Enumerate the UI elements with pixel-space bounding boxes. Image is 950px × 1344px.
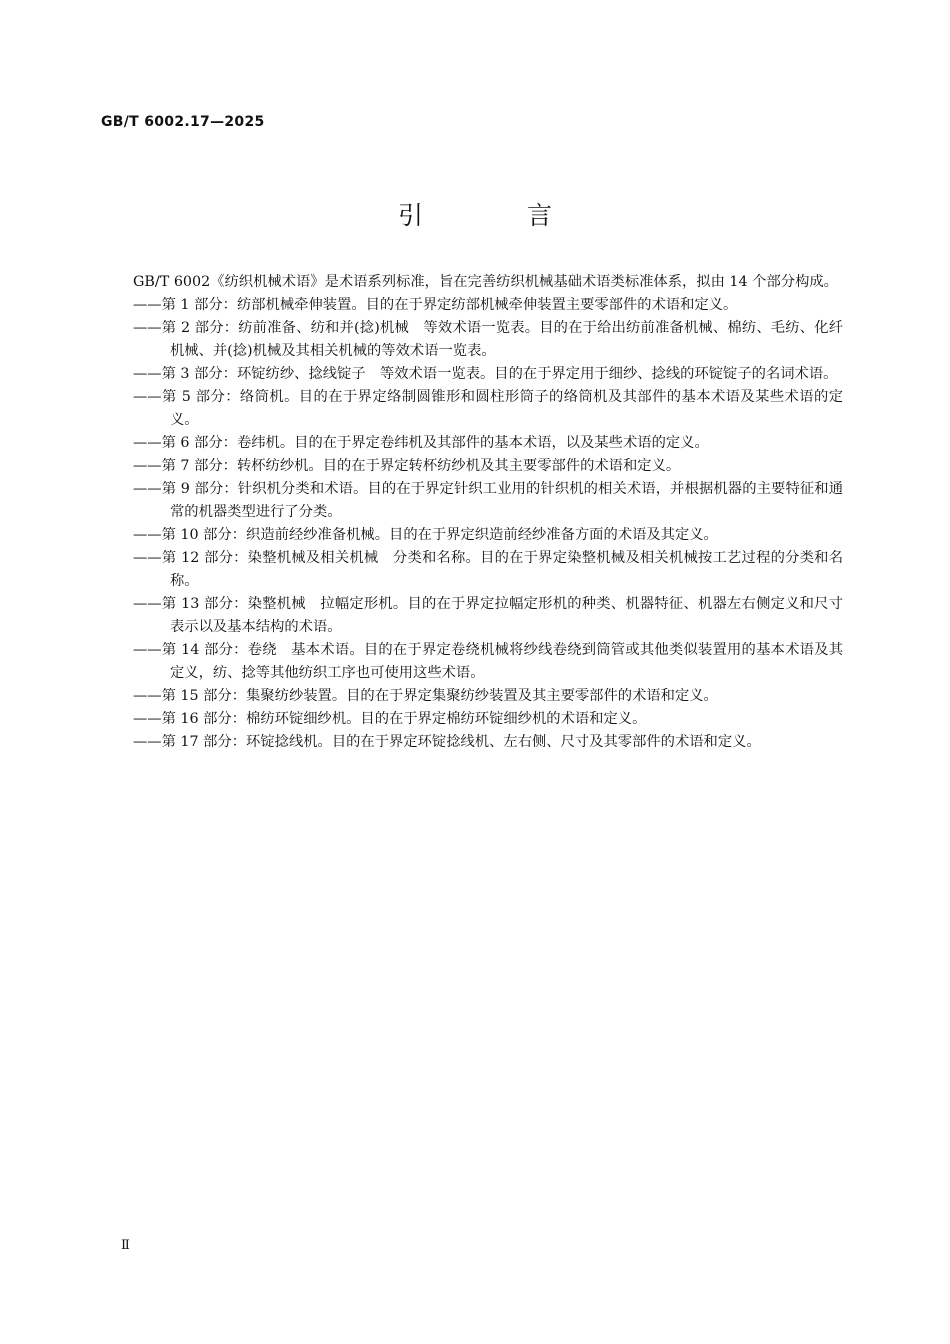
part-item: ——第 12 部分：染整机械及相关机械 分类和名称。目的在于界定染整机械及相关机械按工艺过程的分类和名称。 xyxy=(133,550,843,589)
part-item: ——第 5 部分：络筒机。目的在于界定络制圆锥形和圆柱形筒子的络筒机及其部件的基本术语及某些术语的定义。 xyxy=(133,389,843,428)
page-title: 引 言 xyxy=(398,201,600,230)
page-number: Ⅱ xyxy=(121,1238,130,1253)
foreword-body xyxy=(101,271,843,754)
intro-paragraph: GB/T 6002《纺织机械术语》是术语系列标准，旨在完善纺织机械基础术语类标准体系，拟由 14 个部分构成。 xyxy=(133,274,838,290)
part-item: ——第 9 部分：针织机分类和术语。目的在于界定针织工业用的针织机的相关术语，并根据机器的主要特征和通常的机器类型进行了分类。 xyxy=(133,481,843,520)
part-item: ——第 15 部分：集聚纺纱装置。目的在于界定集聚纺纱装置及其主要零部件的术语和定义。 xyxy=(133,688,718,704)
part-item: ——第 7 部分：转杯纺纱机。目的在于界定转杯纺纱机及其主要零部件的术语和定义。 xyxy=(133,458,681,474)
part-item: ——第 16 部分：棉纺环锭细纱机。目的在于界定棉纺环锭细纱机的术语和定义。 xyxy=(133,711,647,727)
part-item: ——第 6 部分：卷纬机。目的在于界定卷纬机及其部件的基本术语，以及某些术语的定义。 xyxy=(133,435,709,451)
standard-code: GB/T 6002.17—2025 xyxy=(101,114,265,130)
part-item: ——第 2 部分：纺前准备、纺和并(捻)机械 等效术语一览表。目的在于给出纺前准备机械、棉纺、毛纺、化纤机械、并(捻)机械及其相关机械的等效术语一览表。 xyxy=(133,320,843,359)
part-item: ——第 10 部分：织造前经纱准备机械。目的在于界定织造前经纱准备方面的术语及其定义。 xyxy=(133,527,718,543)
part-item: ——第 1 部分：纺部机械牵伸装置。目的在于界定纺部机械牵伸装置主要零部件的术语和定义。 xyxy=(133,297,738,313)
part-item: ——第 14 部分：卷绕 基本术语。目的在于界定卷绕机械将纱线卷绕到筒管或其他类似装置用的基本术语及其定义，纺、捻等其他纺织工序也可使用这些术语。 xyxy=(133,642,843,681)
part-item: ——第 17 部分：环锭捻线机。目的在于界定环锭捻线机、左右侧、尺寸及其零部件的术语和定义。 xyxy=(133,734,761,750)
part-item: ——第 13 部分：染整机械 拉幅定形机。目的在于界定拉幅定形机的种类、机器特征、机器左右侧定义和尺寸表示以及基本结构的术语。 xyxy=(133,596,843,635)
part-list xyxy=(101,294,843,754)
part-item: ——第 3 部分：环锭纺纱、捻线锭子 等效术语一览表。目的在于界定用于细纱、捻线的环锭锭子的名词术语。 xyxy=(133,366,838,382)
